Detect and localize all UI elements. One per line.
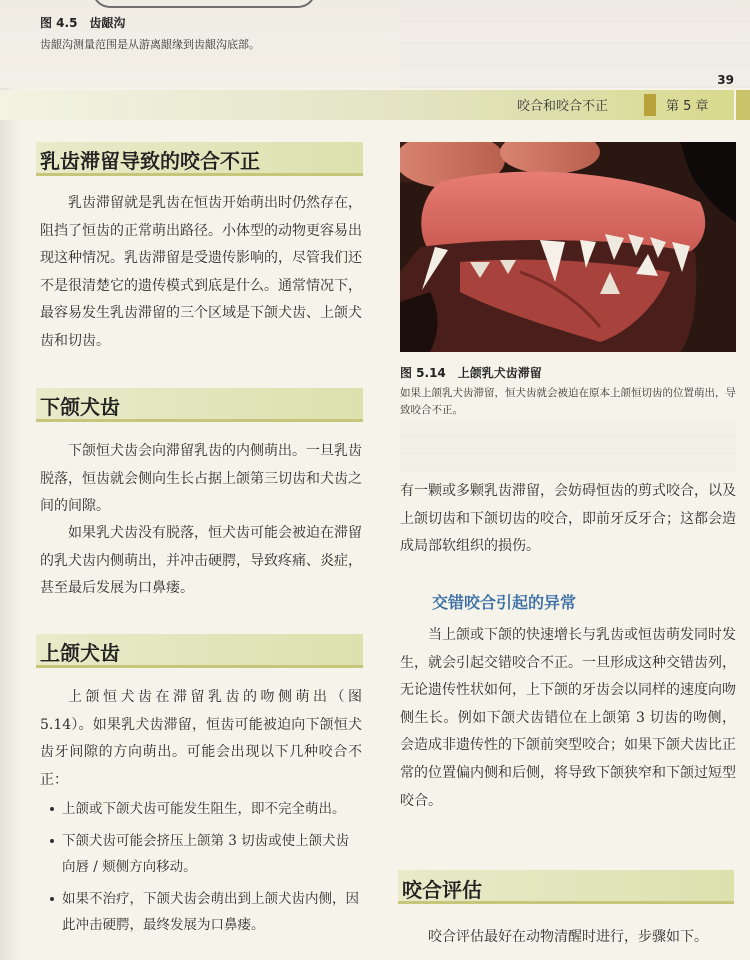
paragraph-continued: 有一颗或多颗乳齿滞留，会妨碍恒齿的剪式咬合，以及上颌切齿和下颌切齿的咬合，即前牙反牙合；这都会造成局部软组织的损伤。: [400, 483, 736, 555]
subsection-title-crossbite: 交错咬合引起的异常: [432, 593, 577, 612]
list-item: [48, 828, 360, 880]
section-title-mandibular-canine: 下颌犬齿: [40, 395, 120, 419]
bullet-dot: [50, 839, 54, 843]
chapter-marker: [644, 94, 656, 116]
running-header-band: [0, 90, 734, 120]
list-item: [48, 886, 360, 938]
paragraph-crossbite: 当上颌或下颌的快速增长与乳齿或恒齿萌发同时发生，就会引起交错咬合不正。一旦形成这种交错齿列，无论遗传性状如何，上下颌的牙齿会以同样的速度向吻侧生长。例如下颌犬齿错位在上颌第 3 切齿的吻侧，会造成非遗传性的下颌前突型咬合；如果下颌犬齿比正常的位置偏内侧和后侧，将导致下颌狭窄和下颌过短型咬合。: [400, 627, 736, 809]
list-item-text: 下颌犬齿可能会挤压上颌第 3 切齿或使上颌犬齿向唇 / 颊侧方向移动。: [62, 833, 350, 875]
page-number: 39: [717, 73, 734, 87]
previous-figure-title: 图 4.5 齿龈沟: [40, 16, 126, 30]
running-header-topic: 咬合和咬合不正: [516, 99, 608, 114]
paragraph-maxillary-canine: 上颌恒犬齿在滞留乳齿的吻侧萌出（图 5.14）。如果乳犬齿滞留，恒齿可能被迫向下颌恒犬齿牙间隙的方向萌出。可能会出现以下几种咬合不正：: [40, 689, 362, 788]
section-title-maxillary-canine: 上颌犬齿: [40, 641, 120, 665]
paragraph-mandibular-canine-2: 如果乳犬齿没有脱落，恒犬齿可能会被迫在滞留的乳犬齿内侧萌出，并冲击硬腭，导致疼痛、炎症，甚至最后发展为口鼻瘘。: [40, 525, 362, 597]
bullet-dot: [50, 807, 54, 811]
paragraph-occlusion-assessment: 咬合评估最好在动物清醒时进行，步骤如下。: [428, 929, 708, 945]
running-header-chapter: 第 5 章: [666, 99, 709, 114]
malocclusion-list: [48, 796, 360, 944]
previous-figure-caption: 齿龈沟测量范围是从游离龈缘到齿龈沟底部。: [40, 38, 260, 51]
chapter-tab: [736, 90, 750, 120]
section-title-occlusion-assessment: 咬合评估: [402, 878, 482, 902]
figure-title: 图 5.14 上颌乳犬齿滞留: [400, 366, 542, 380]
previous-figure-frame: [92, 0, 316, 8]
book-spine-shadow: [0, 88, 20, 960]
figure-caption: 如果上颌乳犬齿滞留，恒犬齿就会被迫在原本上颌恒切齿的位置萌出，导致咬合不正。: [400, 387, 736, 416]
paragraph-mandibular-canine-1: 下颌恒犬齿会向滞留乳齿的内侧萌出。一旦乳齿脱落，恒齿就会侧向生长占据上颌第三切齿和犬齿之间的间隙。: [40, 443, 362, 515]
bullet-dot: [50, 897, 54, 901]
paragraph-retained-teeth: 乳齿滞留就是乳齿在恒齿开始萌出时仍然存在，阻挡了恒齿的正常萌出路径。小体型的动物更容易出现这种情况。乳齿滞留是受遗传影响的，尽管我们还不是很清楚它的遗传模式到底是什么。通常情况下，最容易发生乳齿滞留的三个区域是下颌犬齿、上颌犬齿和切齿。: [40, 195, 362, 349]
dog-mouth-photo: [400, 142, 736, 352]
retained-canine-photo-illustration: [400, 142, 736, 352]
bleed-through-text: [400, 0, 750, 88]
list-item-text: 上颌或下颌犬齿可能发生阻生，即不完全萌出。: [62, 801, 346, 817]
list-item: [48, 796, 360, 822]
list-item-text: 如果不治疗，下颌犬齿会萌出到上颌犬齿内侧，因此冲击硬腭，最终发展为口鼻瘘。: [62, 891, 359, 933]
bleed-through-text: [400, 420, 736, 472]
section-title-retained-teeth: 乳齿滞留导致的咬合不正: [40, 149, 260, 173]
